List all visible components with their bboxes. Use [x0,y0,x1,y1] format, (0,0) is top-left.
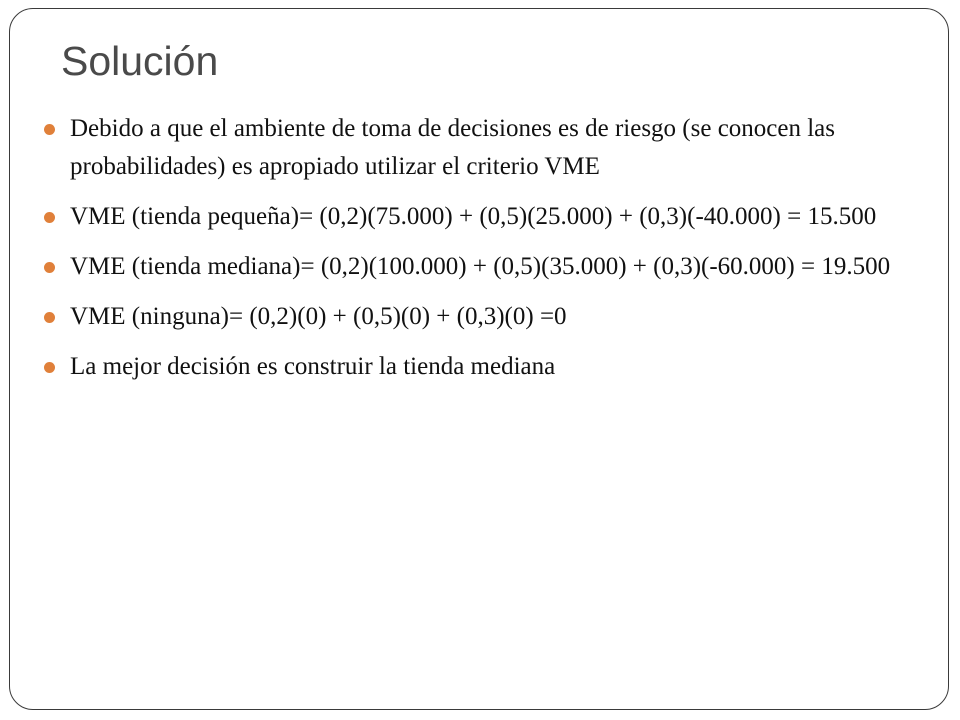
bullet-item [44,248,924,286]
bullet-list [44,110,924,398]
bullet-dot-icon [44,362,55,373]
bullet-text: VME (tienda pequeña)= (0,2)(75.000) + (0,5)(25.000) + (0,3)(-40.000) = 15.500 [70,203,877,230]
bullet-text: VME (ninguna)= (0,2)(0) + (0,5)(0) + (0,3)(0) =0 [70,303,567,330]
bullet-dot-icon [44,312,55,323]
bullet-dot-icon [44,124,55,135]
bullet-text: La mejor decisión es construir la tienda mediana [70,353,556,380]
slide-title: Solución [61,38,219,84]
bullet-dot-icon [44,212,55,223]
bullet-text: VME (tienda mediana)= (0,2)(100.000) + (0,5)(35.000) + (0,3)(-60.000) = 19.500 [70,253,891,280]
bullet-dot-icon [44,262,55,273]
bullet-item [44,298,924,336]
bullet-item [44,348,924,386]
bullet-text: Debido a que el ambiente de toma de decisiones es de riesgo (se conocen las probabilidades) es apropiado utilizar el criterio VME [70,115,836,180]
bullet-item [44,110,924,186]
bullet-item [44,198,924,236]
